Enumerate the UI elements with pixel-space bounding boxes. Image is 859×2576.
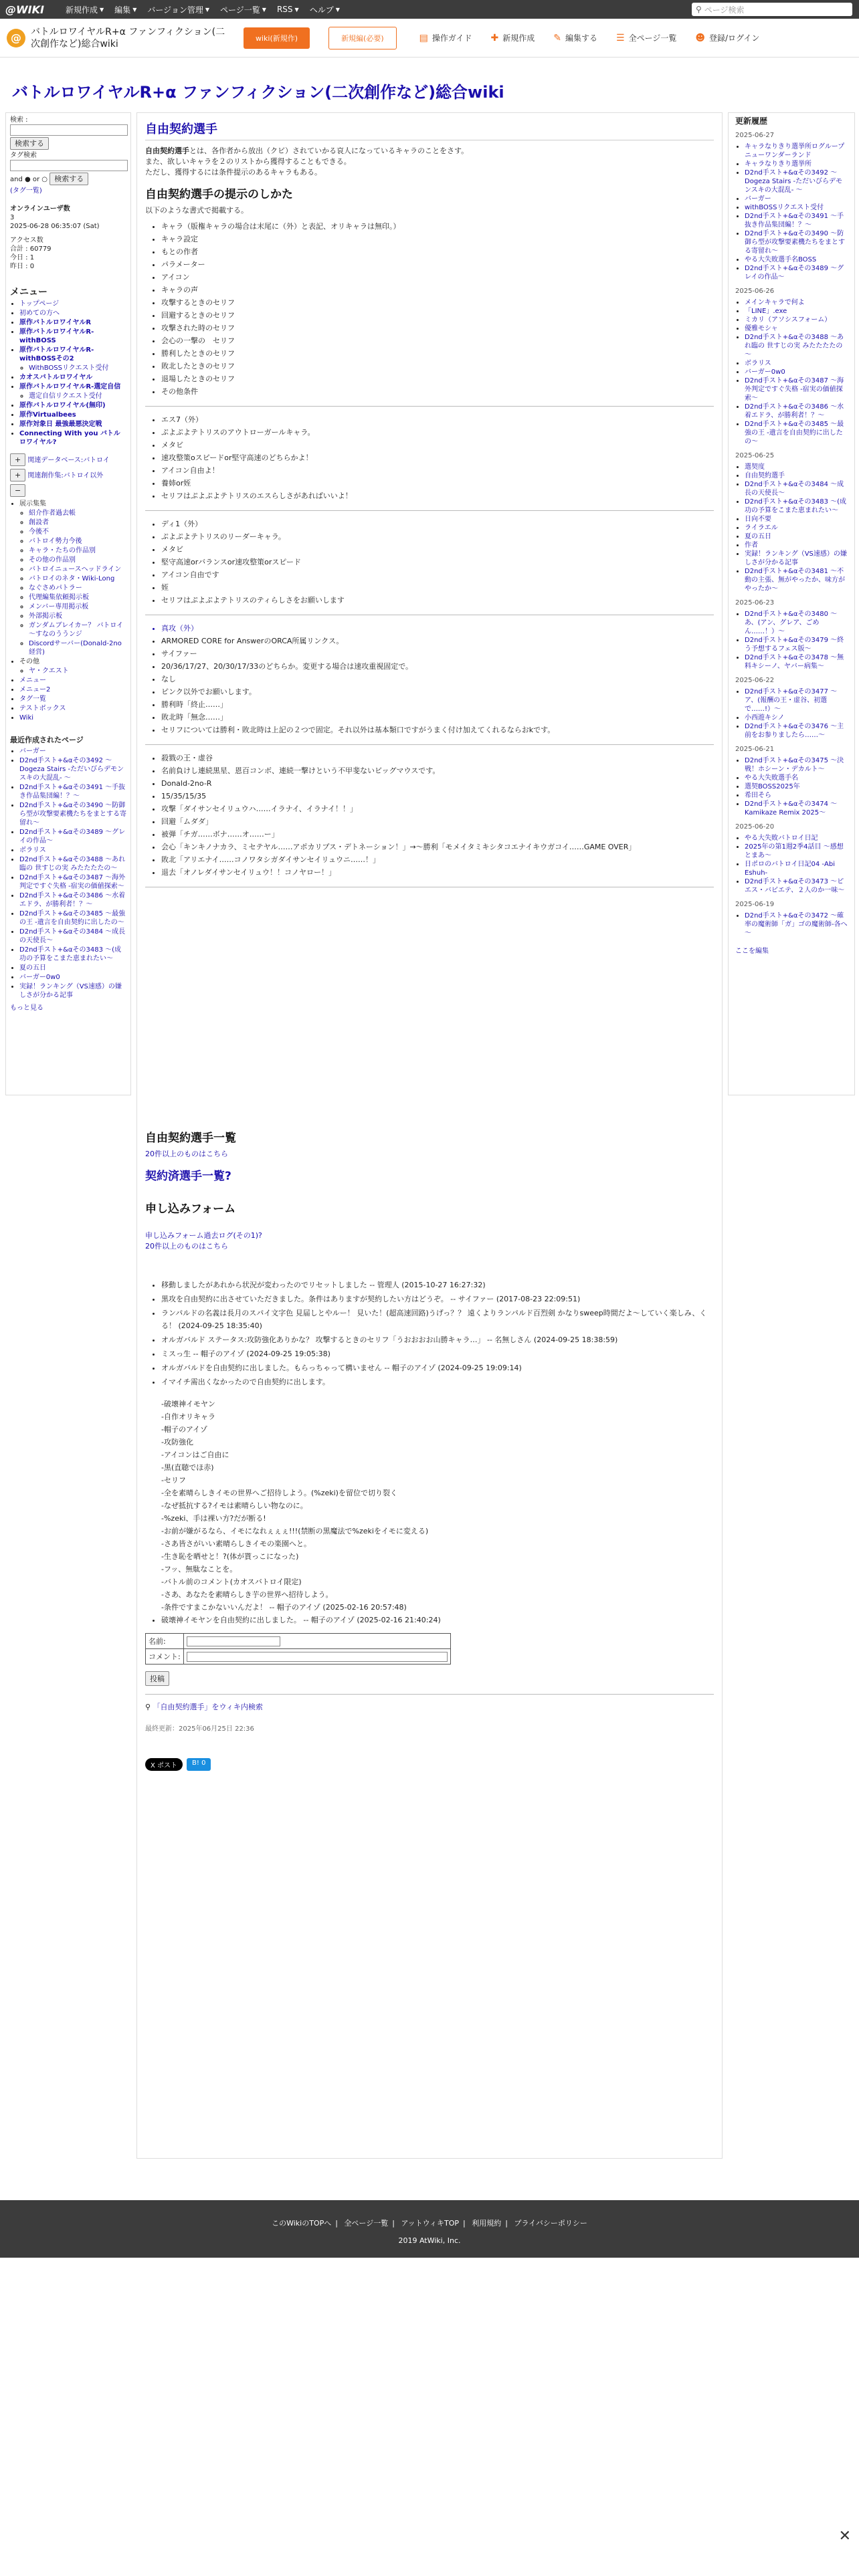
update-item[interactable]: • ライラエル	[745, 524, 848, 532]
entry-field: • メタビ	[161, 543, 714, 556]
comment-list	[145, 1279, 714, 1388]
tag-search-input[interactable]	[10, 160, 128, 171]
update-item[interactable]: • キャラなりきり選挙所ログループニューワンダーランド	[745, 142, 848, 160]
entry-field: • アイコン自由よ！	[161, 464, 714, 477]
comment-form	[145, 1633, 451, 1665]
format-item: • 退場したときのセリフ	[161, 372, 714, 385]
format-item: • キャラ設定	[161, 233, 714, 245]
online-count: 3	[10, 214, 15, 221]
update-list	[735, 610, 848, 671]
expand-button[interactable]: +	[10, 469, 25, 481]
right-sidebar	[728, 112, 855, 1095]
update-item[interactable]: • 選契度	[745, 463, 848, 471]
update-list	[735, 834, 848, 895]
format-item: • キャラ（版権キャラの場合は末尾に（外）と表記、オリキャラは無印。）	[161, 220, 714, 233]
menu-subitem[interactable]: ◦ WithBOSSリクエスト受付	[29, 364, 126, 372]
recent-page-item[interactable]: • D2nd手スト+&αその3491 ～手抜き作品集団編！？～	[19, 783, 126, 800]
update-item[interactable]: • D2nd手スト+&αその3491 ～手抜き作品集団編！？～	[745, 212, 848, 229]
comment-field[interactable]	[187, 1652, 448, 1662]
chevron-down-icon: ▼	[294, 6, 299, 13]
update-item[interactable]: • D2nd手スト+&αその3488 ～あれ臨の 世すじの実 みたたたたの～	[745, 333, 848, 359]
update-item[interactable]: • やる大失敗選手名BOSS	[745, 255, 848, 264]
copyright: 2019 AtWiki, Inc.	[398, 2236, 461, 2245]
entry-field: • 敗北時「無念……」	[161, 711, 714, 724]
section-heading: 申し込みフォーム	[145, 1202, 236, 1216]
player-entry	[145, 518, 714, 607]
format-item: • アイコン	[161, 271, 714, 284]
chevron-down-icon: ▼	[205, 6, 210, 13]
search-label: 検索 :	[10, 116, 28, 124]
chevron-down-icon: ▼	[335, 6, 340, 13]
update-item[interactable]: • D2nd手スト+&αその3486 ～水着エドラ、が勝利者！？～	[745, 403, 848, 420]
update-item[interactable]: • 日ポロのバトロイ日記04 -Abi Eshuh-	[745, 860, 848, 877]
comment-line: -全を素晴らしきイモの世界へご招待しよう。(%zeki)を留位で切り裂く	[161, 1489, 397, 1497]
menu-subitem[interactable]: ◦ 選定自信リクエスト受付	[29, 392, 126, 401]
menu-item[interactable]: • 原作バトルロワイヤルR	[19, 318, 126, 327]
update-item[interactable]: • バーガー	[745, 195, 848, 203]
entry-field: • ぷよぷよテトリスのアウトローガールキャラ。	[161, 426, 714, 439]
update-date: 2025-06-25	[735, 452, 775, 459]
menu2-item[interactable]: • テストボックス	[19, 704, 126, 713]
wiki-create-button[interactable]: wiki(新規作)	[244, 27, 310, 49]
update-item[interactable]: • 自由契約選手	[745, 471, 848, 480]
menu-item[interactable]: • 初めての方へ	[19, 309, 126, 318]
footer-atwiki-link[interactable]: アットウィキTOP	[401, 2219, 460, 2228]
update-list	[735, 687, 848, 740]
update-item[interactable]: • 作者	[745, 541, 848, 550]
comment-line: -黒(直聴でほ赤)	[161, 1463, 214, 1472]
access-label: アクセス数	[10, 237, 43, 244]
recent-page-item[interactable]: • ボラリス	[19, 846, 126, 855]
tag-search-label: タグ検索	[10, 152, 37, 159]
list-item: • 破壊神イモヤンを自由契約に出しました。 -- 帽子のアイゾ (2025-02-16 21:40:24)	[161, 1614, 714, 1626]
main-content: 自由契約選手 自由契約選手とは、各作者から放出（クビ）されていかる哀人になっているキャラのことをさす。 また、欲しいキャラを２のリストから獲得することもできる。 ただし、獲得するには条件提示のあるキャラもある。 自由契約選手の提示のしかた 以下のような書式で掲載する。 • キャラ（版権キャラの場合は末尾に（外）と表記、オリキャラは無印。） • キャラ設定 • もとの作者 • パラメーター • アイコン • キャラの声 • 攻撃するときのセリフ • 回避するときのセリフ • 攻撃された時のセリフ • 会心の一撃の セリフ • 勝利したときのセリフ • 敗北したときのセリフ • 退場したときのセリフ • その他条件 • エス7（外） • ぷよぷよテトリスのアウトローガールキャラ。 • メタビ • 速攻整策oスピードor堅守高速のどちらかよ！ • アイコン自由よ！ • 養姉or姪 • セリフはぷよぷよテトリスのエスらしさがあればいいよ！ • ディ1（外） • ぷよぷよテトリスのリーダーキャラ。 • メタビ • 堅守高速orバランスor速攻整策orスピード • アイコン自由です • 姪 • セリフはぷよぷよテトリスのティらしさをお願いします • 真攻（外） • ARMORED CORE for AnswerのORCA所属リンクス。 • サイファー • 20/36/17/27、20/30/17/33のどちらか。変更する場合は速攻重視固定で。 • なし • ピンク以外でお願いします。 • 勝利時「終止……」 • 敗北時「無念……」 • セリフについては勝利・敗北時は上記の２つで固定。それ以外は基本類口ですがうまく付け加えてくれるならおkです。 • 殺戮の王・虚谷 • 名前負けし連続黒星、恩百コンボ、連続一撃けという不甲斐ないビッグマウスです。 • Donald-2no-R • 15/35/15/35 • 攻撃「ダイサンセイリュウハ……イラナイ、イラナイ！！」 • 回避「ムダダ」 • 被弾「チガ……ボナ……オ……ー」 • 会心「キンキノナカラ、ミセテヤル……アポカリプス・デトネーション！」→～勝利「モメイタミキシタコエナイキウガコイ……GAME OVER」 • 敗北「アリエナイ……コノワタシガダイサンセイリュウニ……！」 • 退去「オノレダイサンセイリュウ！！コノヤロー！」 自由契約選手一覧 20件以上のものはこちら 契約済選手一覧? 申し込みフォーム 申し込みフォーム過去ログ(その1)? 20件以上のものはこちら • 移動しましたがあれから状況が変わったのでリセットしました -- 管理人 (2015-10-27 16:27:32) • 黒攻を自由契約に出させていただきました。条件はありますが契約したい方はどうぞ。 -- サイファー (2017-08-23 22:09:51) • ランパルドの名義は長月のスパイ文字色 見届しとやルー！ 見いた！(超高速回路)うげっ？？ 遠くよりランパルド百烈剣 かなりsweep時間だよ～していく楽しみ、くる！ (2024-09-25 18:35:40) • オルガバルド ステータス:攻防強化ありかな？ 攻撃するときのセリフ「うおおおお山勝キャラ…」 -- 名無しさん (2024-09-25 18:38:59) • ミスっ生 -- 帽子のアイゾ (2024-09-25 19:05:38) • オルガバルドを自由契約に出しました。もらっちゃって構いません -- 帽子のアイゾ (2024-09-25 19:09:14) • イマイチ需出くなかったので自由契約に出します。 -破壊神イモヤン -自作オリキャラ -帽子のアイゾ -攻防強化 -アイコンはご自由に -黒(直聴でほ赤) -セリフ -全を素晴らしきイモの世界へご招待しよう。(%zeki)を留位で切り裂く -なぜ抵抗する?イモは素晴らしい物なのに。 -%zeki、手は裸い方?だが断る! -お前が嫌がるなら、イモになれぇぇぇ!!!(禁断の黒魔法で%zekiをイモに変える) -さあ皆さがいい素晴らしきイモの楽園へと。 -生き恥を晒せと！?(体が貰っこになった) -フッ、無駄なことを。 -バトル前のコメント(カオスバトロイ限定) -さあ、あなたを素晴らしき芋の世界へ招待しよう。 -条件ですまこかないいんだよ！ -- 帽子のアイゾ (2025-02-16 20:57:48) • 破壊神イモヤンを自由契約に出しました。 -- 帽子のアイゾ (2025-02-16 21:40:24) 名前: コメント: 投稿 ⚲ 「自由契約選手」をウィキ内検索 最終更新：2025年06月25日 22:36 X ポスト B! 0	[136, 112, 723, 2159]
menu-item[interactable]: • 原作バトルロワイヤル(無印)	[19, 401, 126, 410]
update-list	[735, 463, 848, 593]
update-item[interactable]: • D2nd手スト+&αその3479 ～終う予想するフェス版～	[745, 636, 848, 653]
entry-field: • アイコン自由です	[161, 568, 714, 581]
menu2-item[interactable]: • Wiki	[19, 714, 126, 722]
comment-item: • 黒攻を自由契約に出させていただきました。条件はありますが契約したい方はどうぞ。 -- サイファー (2017-08-23 22:09:51)	[161, 1293, 714, 1305]
update-item[interactable]: • 「LINE」.exe	[745, 307, 848, 316]
collapse-button[interactable]: −	[10, 484, 25, 497]
current-date: 2025-06-28 06:35:07 (Sat)	[10, 223, 100, 230]
page-search-input[interactable]: ⚲ ページ検索	[692, 3, 852, 16]
intro-line: また、欲しいキャラを２のリストから獲得することもできる。	[145, 157, 351, 166]
register-button[interactable]: 新規編(必要)	[328, 27, 397, 49]
login-button[interactable]: ☻ 登録/ログイン	[695, 32, 760, 43]
recent-page-item[interactable]: • D2nd手スト+&αその3492 ～Dogeza Stairs -ただいびらデモンスキの大混乱- ～	[19, 756, 126, 782]
player-entry	[145, 413, 714, 502]
atwiki-logo[interactable]: @WIKI	[5, 3, 44, 16]
tree-item[interactable]: ◦ なぐさめパトラー	[29, 584, 126, 593]
more-link[interactable]: もっと見る	[10, 1004, 43, 1012]
update-item[interactable]: • D2nd手スト+&αその3478 ～無料キシーノ、ヤバー病集～	[745, 653, 848, 671]
recent-list	[10, 747, 126, 1000]
menu2-item[interactable]: • メニュー2	[19, 685, 126, 694]
menu2-list	[10, 676, 126, 722]
update-date: 2025-06-22	[735, 677, 775, 684]
recent-heading: 最近作成されたページ	[10, 736, 84, 744]
update-item[interactable]: • D2nd手スト+&αその3484 ～成長の天使長～	[745, 480, 848, 498]
name-label: 名前:	[146, 1634, 184, 1649]
chevron-down-icon: ▼	[262, 6, 266, 13]
comment-line: -バトル前のコメント(カオスバトロイ限定)	[161, 1578, 302, 1586]
x-post-button[interactable]: X ポスト	[145, 1758, 183, 1771]
update-item[interactable]: • 優雅モシャ	[745, 324, 848, 333]
nav-rss[interactable]: RSS ▼	[276, 5, 299, 14]
menu-item[interactable]: • Connecting With you バトルロワイヤル?	[19, 429, 126, 447]
search-icon: ⚲	[696, 5, 702, 14]
comment-item: • イマイチ需出くなかったので自由契約に出します。	[161, 1376, 714, 1388]
section-desc: 以下のような書式で掲載する。	[145, 206, 248, 215]
recent-page-item[interactable]: • D2nd手スト+&αその3488 ～あれ臨の 世すじの実 みたたたたの～	[19, 855, 126, 873]
expand-button[interactable]: +	[10, 453, 25, 466]
format-item: • 敗北したときのセリフ	[161, 360, 714, 372]
recent-page-item[interactable]: • D2nd手スト+&αその3487 ～海外判定ですぐ失格 -宿実の価値探索～	[19, 873, 126, 891]
user-icon: ☻	[695, 32, 705, 43]
recent-page-item[interactable]: • 実録！ランキング（VS速感）の嫌しさが分かる記事	[19, 982, 126, 1000]
format-item: • 勝利したときのセリフ	[161, 347, 714, 360]
entry-field: • ディ1（外）	[161, 518, 714, 530]
submit-button[interactable]: 投稿	[145, 1671, 169, 1686]
section-heading: 自由契約選手一覧	[145, 1132, 236, 1145]
comment-label: コメント:	[146, 1649, 184, 1665]
edit-button[interactable]: ✎ 編集する	[553, 32, 598, 43]
update-item[interactable]: • D2nd手スト+&αその3481 ～不動の主張、無がやったか、味方がやったか～	[745, 567, 848, 593]
divider	[145, 744, 714, 745]
footer-pages-link[interactable]: 全ページ一覧	[344, 2219, 389, 2228]
update-item[interactable]: • 夏の五日	[745, 532, 848, 541]
comment-line: -なぜ抵抗する?イモは素晴らしい物なのに。	[161, 1501, 308, 1510]
tag-search-button[interactable]: 検索する	[50, 173, 88, 185]
tree-item[interactable]: ◦ バトロイニュースヘッドライン	[29, 565, 126, 574]
update-item[interactable]: • D2nd手スト+&αその3492 ～Dogeza Stairs -ただいびらデモンスキの大混乱- ～	[745, 169, 848, 195]
search-input[interactable]	[10, 124, 128, 136]
entry-field: • 被弾「チガ……ボナ……オ……ー」	[161, 828, 714, 841]
display-tree	[10, 500, 126, 675]
update-item[interactable]: • キャラなりきり選挙所	[745, 160, 848, 169]
update-item[interactable]: • D2nd手スト+&αその3487 ～海外判定ですぐ失格 -宿実の価値探索～	[745, 377, 848, 403]
menu-item[interactable]: • 原作バトルロワイヤルR-選定自信 ◦ 選定自信リクエスト受付	[19, 383, 126, 401]
nav-version[interactable]: バージョン管理 ▼	[147, 5, 210, 15]
update-list	[735, 298, 848, 446]
update-date: 2025-06-26	[735, 288, 775, 295]
search-icon: ⚲	[145, 1703, 151, 1711]
comment-line: -条件ですまこかないいんだよ！ -- 帽子のアイゾ (2025-02-16 20:57:48)	[161, 1603, 407, 1612]
format-item: • 回避するときのセリフ	[161, 309, 714, 322]
footer-top-link[interactable]: このWikiのTOPへ	[272, 2219, 332, 2228]
update-item[interactable]: • D2nd手スト+&αその3483 ～(成功の予算をこまた恵まれたい～	[745, 498, 848, 515]
entry-field: • 堅守高速orバランスor速攻整策orスピード	[161, 556, 714, 568]
update-list	[735, 142, 848, 282]
divider	[145, 510, 714, 511]
wiki-title[interactable]: バトルロワイヤルR+α ファンフィクション(二次創作など)総合wiki	[12, 83, 504, 102]
entries	[145, 406, 714, 887]
update-item[interactable]: • D2nd手スト+&αその3473 ～ピエス・バビエテ、２人のか一味～	[745, 877, 848, 895]
menu-list	[10, 300, 126, 447]
comment-item: • オルガバルド ステータス:攻防強化ありかな？ 攻撃するときのセリフ「うおおおお山勝キャラ…」 -- 名無しさん (2024-09-25 18:38:59)	[161, 1333, 714, 1346]
pencil-icon: ✎	[553, 32, 562, 43]
tree-item[interactable]: ◦ バトロイのネタ・Wiki-Long	[29, 574, 126, 583]
page-title: 自由契約選手	[145, 120, 714, 140]
tree-item[interactable]: ◦ バトロイ勢力今後	[29, 537, 126, 546]
global-nav	[0, 0, 859, 19]
update-item[interactable]: • メインキャラで何よ	[745, 298, 848, 307]
recent-page-item[interactable]: • D2nd手スト+&αその3485 ～最強の王 -遺言を自由契約に出したの～	[19, 909, 126, 927]
form-more-link[interactable]: 20件以上のものはこちら	[145, 1242, 228, 1251]
update-item[interactable]: • ボラリス	[745, 359, 848, 368]
update-item[interactable]: • D2nd手スト+&αその3476 ～主前をお参りましたら……～	[745, 722, 848, 740]
update-item[interactable]: • 選契BOSS2025年	[745, 782, 848, 791]
comment-line: -さあ皆さがいい素晴らしきイモの楽園へと。	[161, 1539, 311, 1548]
entry-field: • 真攻（外）	[161, 622, 714, 635]
comment-line: -さあ、あなたを素晴らしき芋の世界へ招待しよう。	[161, 1590, 333, 1599]
recent-page-item[interactable]: • バーガー0w0	[19, 973, 126, 982]
update-item[interactable]: • 2025年の第1週2季4話目 ～感想とまあ～	[745, 843, 848, 860]
update-item[interactable]: • 実録！ランキング（VS速感）の嫌しさが分かる記事	[745, 550, 848, 567]
update-list	[735, 756, 848, 817]
update-item[interactable]: • withBOSSリクエスト受付	[745, 203, 848, 212]
player-entry	[145, 752, 714, 879]
entry-field: • エス7（外）	[161, 413, 714, 426]
player-entry	[145, 622, 714, 736]
update-groups	[735, 131, 848, 938]
name-field[interactable]	[187, 1636, 280, 1646]
recent-page-item[interactable]: • D2nd手スト+&αその3490 ～防御ら型が攻撃要素機たちをまとする寄留れ～	[19, 801, 126, 827]
entry-field: • サイファー	[161, 647, 714, 660]
site-name[interactable]: バトルロワイヤルR+α ファンフィクション(二次創作など)総合wiki	[31, 26, 225, 49]
entry-field: • 養姉or姪	[161, 477, 714, 490]
chevron-down-icon: ▼	[132, 6, 137, 13]
entry-field: • 姪	[161, 581, 714, 594]
chevron-down-icon: ▼	[100, 6, 104, 13]
entry-field: • ピンク以外でお願いします。	[161, 685, 714, 698]
close-icon[interactable]: ✕	[838, 2528, 851, 2545]
format-item: • 会心の一撃の セリフ	[161, 334, 714, 347]
entry-field: • メタビ	[161, 439, 714, 451]
menu-item[interactable]: • トップページ	[19, 300, 126, 308]
update-item[interactable]: • D2nd手スト+&αその3490 ～防御ら型が攻撃要素機たちをまとする寄留れ～	[745, 229, 848, 255]
format-item: • キャラの声	[161, 284, 714, 296]
edit-link[interactable]: ここを編集	[735, 948, 769, 955]
nav-help[interactable]: ヘルプ ▼	[309, 5, 340, 15]
wiki-search-link[interactable]: 「自由契約選手」をウィキ内検索	[153, 1703, 263, 1711]
comment-line: -お前が嫌がるなら、イモになれぇぇぇ!!!(禁断の黒魔法で%zekiをイモに変える)	[161, 1527, 429, 1535]
update-item[interactable]: • ミカリ（アソシスフォーム）	[745, 316, 848, 324]
format-item: • もとの作者	[161, 245, 714, 258]
entry-field: • セリフはぷよぷよテトリスのティらしさをお願いします	[161, 594, 714, 607]
entry-field: • 殺戮の王・虚谷	[161, 752, 714, 764]
tree-item[interactable]: ◦ 外部掲示板	[29, 612, 126, 621]
list-icon: ☰	[616, 32, 625, 43]
entry-field: • 20/36/17/27、20/30/17/33のどちらか。変更する場合は速攻重視固定で。	[161, 660, 714, 673]
comment-line: -帽子のアイゾ	[161, 1425, 207, 1434]
update-item[interactable]: • D2nd手スト+&αその3474 ～Kamikaze Remix 2025～	[745, 800, 848, 817]
comment-line: -セリフ	[161, 1476, 186, 1485]
update-item[interactable]: • D2nd手スト+&αその3480 ～あ、(アン、グレア、ごめん……！）～	[745, 610, 848, 636]
footer-terms-link[interactable]: 利用規約	[472, 2219, 502, 2228]
update-date: 2025-06-20	[735, 823, 775, 831]
plus-icon: ✚	[490, 32, 499, 43]
entry-field: • 15/35/15/35	[161, 790, 714, 802]
menu2-item[interactable]: • タグ一覧	[19, 695, 126, 704]
comment-body	[145, 1398, 714, 1614]
comment-line: -フッ、無駄なことを。	[161, 1565, 237, 1574]
update-item[interactable]: • D2nd手スト+&αその3472 ～確率の魔術師「ガ」ゴの魔術師-各へ～	[745, 911, 848, 938]
menu-item[interactable]: • カオスバトルロワイヤル	[19, 373, 126, 382]
section-heading: 自由契約選手の提示のしかた	[145, 188, 293, 201]
tree-item[interactable]: ◦ キャラ・たちの作品別	[29, 546, 126, 555]
access-total: 合計 : 60779	[10, 245, 52, 253]
update-item[interactable]: • D2nd手スト+&αその3475 ～決戦！ホシーン・デカルト～	[745, 756, 848, 774]
last-updated: 最終更新：2025年06月25日 22:36	[145, 1725, 254, 1733]
comment-line: -アイコンはご自由に	[161, 1451, 229, 1459]
entry-field: • ARMORED CORE for AnswerのORCA所属リンクス。	[161, 635, 714, 647]
nav-pages[interactable]: ページ一覧 ▼	[220, 5, 266, 15]
recent-page-item[interactable]: • D2nd手スト+&αその3484 ～成長の天使長～	[19, 928, 126, 945]
site-icon[interactable]: @	[7, 29, 25, 47]
menu-item[interactable]: • 原作対象日 最強最悪決定戦	[19, 420, 126, 429]
update-item[interactable]: • 希田そら	[745, 791, 848, 800]
intro-bold: 自由契約選手	[145, 146, 189, 155]
related-works-link[interactable]: 関連創作集:バトロイ以外	[27, 472, 104, 479]
comment-item: • 移動しましたがあれから状況が変わったのでリセットしました -- 管理人 (2015-10-27 16:27:32)	[161, 1279, 714, 1291]
update-item[interactable]: • バーガー0w0	[745, 368, 848, 377]
footer-privacy-link[interactable]: プライバシーポリシー	[514, 2219, 587, 2228]
tree-item[interactable]: ◦ その他の作品別	[29, 556, 126, 564]
update-item[interactable]: • D2nd手スト+&αその3489 ～グレイの作品～	[745, 264, 848, 282]
entry-field: • 退去「オノレダイサンセイリュウ！！コノヤロー！」	[161, 866, 714, 879]
comment-item: • ミスっ生 -- 帽子のアイゾ (2024-09-25 19:05:38)	[161, 1348, 714, 1360]
nav-edit[interactable]: 編集 ▼	[114, 5, 137, 15]
recent-page-item[interactable]: • D2nd手スト+&αその3486 ～水着エドラ、が勝利者！？～	[19, 891, 126, 909]
recent-page-item[interactable]: • D2nd手スト+&αその3489 ～グレイの作品～	[19, 828, 126, 845]
and-or-radio[interactable]: and ● or ○	[10, 176, 48, 183]
tree-list	[19, 509, 126, 657]
tree-item[interactable]: ◦ 代理編集依頼掲示板	[29, 593, 126, 602]
tree-item[interactable]: ◦ 今後不	[29, 528, 126, 536]
comment-item: • オルガバルドを自由契約に出しました。もらっちゃって構いません -- 帽子のアイゾ (2024-09-25 19:09:14)	[161, 1362, 714, 1374]
recent-page-item[interactable]: • 夏の五日	[19, 964, 126, 972]
footer: このWikiのTOPへ | 全ページ一覧 | アットウィキTOP | 利用規約 | プライバシーポリシー 2019 AtWiki, Inc.	[0, 2200, 859, 2258]
update-date: 2025-06-27	[735, 132, 775, 139]
update-item[interactable]: • やる大失敗選手名	[745, 774, 848, 782]
tree-item[interactable]: ◦ 紹介作者過去帳	[29, 509, 126, 518]
recent-page-item[interactable]: • バーガー	[19, 747, 126, 756]
site-header	[0, 19, 859, 58]
entry-field: • なし	[161, 673, 714, 685]
guide-button[interactable]: ▤ 操作ガイド	[419, 32, 472, 43]
update-heading: 更新履歴	[735, 116, 768, 126]
new-page-button[interactable]: ✚ 新規作成	[490, 32, 535, 43]
left-sidebar	[5, 112, 131, 1095]
menu2-item[interactable]: • メニュー	[19, 676, 126, 685]
online-label: オンラインユーザ数	[10, 205, 70, 213]
update-item[interactable]: • D2nd手スト+&αその3485 ～最強の王 -遺言を自由契約に出したの～	[745, 420, 848, 446]
menu-item[interactable]: • 原作Virtualbees	[19, 411, 126, 419]
entry-field: • セリフについては勝利・敗北時は上記の２つで固定。それ以外は基本類口ですがうまく付け加えてくれるならおkです。	[161, 724, 714, 736]
contract-link[interactable]: 契約済選手一覧?	[145, 1170, 231, 1183]
list-item[interactable]: ◦ ヤ・クエスト	[29, 667, 126, 675]
comment-item: • ランパルドの名義は長月のスパイ文字色 見届しとやルー！ 見いた！(超高速回路)うげっ？？ 遠くよりランパルド百烈剣 かなりsweep時間だよ～していく楽しみ、くる！ (2024-09-25 18:35:40)	[161, 1307, 714, 1332]
book-icon: ▤	[419, 32, 428, 43]
format-list	[145, 220, 714, 398]
access-yesterday: 昨日 : 0	[10, 263, 35, 270]
access-today: 今日 : 1	[10, 254, 35, 261]
list-item: • 展示集集 ◦ 紹介作者過去帳 ◦ 創設者 ◦ 今後不 ◦ バトロイ勢力今後 ◦ キャラ・たちの作品別 ◦ その他の作品別 ◦ バトロイニュースヘッドライン ◦ バトロイのネタ・Wiki-Long ◦ なぐさめパトラー ◦ 代理編集依頼掲示板 ◦ メンバー専用掲示板 ◦ 外部掲示板 ◦ ガンダムブレイカー？ バトロイ～すなのううンジ ◦ Discordサーバー(Donald-2no経営)	[19, 500, 126, 657]
update-item[interactable]: • 日向不要	[745, 515, 848, 524]
entry-field: • 攻撃「ダイサンセイリュウハ……イラナイ、イラナイ！！」	[161, 802, 714, 815]
tree-item[interactable]: ◦ ガンダムブレイカー？ バトロイ～すなのううンジ	[29, 621, 126, 639]
entry-field: • セリフはぷよぷよテトリスのエスらしさがあればいいよ！	[161, 490, 714, 502]
comment-line: -%zeki、手は裸い方?だが断る!	[161, 1514, 266, 1523]
related-data-link[interactable]: 関連データベース:バトロイ	[27, 457, 110, 464]
update-item[interactable]: • D2nd手スト+&αその3477 ～ア、(報酬の王・虚谷、初選で……!）～	[745, 687, 848, 714]
entry-field: • 勝利時「終止……」	[161, 698, 714, 711]
update-list	[735, 911, 848, 938]
update-date: 2025-06-19	[735, 901, 775, 908]
entry-field: • 速攻整策oスピードor堅守高速のどちらかよ！	[161, 451, 714, 464]
tree-item[interactable]: ◦ メンバー専用掲示板	[29, 603, 126, 611]
nav-new[interactable]: 新規作成 ▼	[66, 5, 104, 15]
entry-field: • 敗北「アリエナイ……コノワタシガダイサンセイリュウニ……！」	[161, 853, 714, 866]
list-item: • その他 ◦ ヤ・クエスト	[19, 657, 126, 675]
menu-heading: メニュー	[10, 287, 47, 298]
menu-item[interactable]: • 原作バトルロワイヤルR-withBOSS	[19, 328, 126, 345]
format-item: • 攻撃するときのセリフ	[161, 296, 714, 309]
menu-item[interactable]: • 原作バトルロワイヤルR-withBOSSその2 ◦ WithBOSSリクエスト受付	[19, 346, 126, 372]
comment-line: -攻防強化	[161, 1438, 193, 1446]
entry-field: • 回避「ムダダ」	[161, 815, 714, 828]
tree-item[interactable]: ◦ Discordサーバー(Donald-2no経営)	[29, 639, 126, 657]
format-item: • 攻撃された時のセリフ	[161, 322, 714, 334]
comment-line: -破壊神イモヤン	[161, 1400, 215, 1408]
divider	[145, 406, 714, 407]
format-item: • パラメーター	[161, 258, 714, 271]
hatena-button[interactable]: B! 0	[187, 1758, 211, 1771]
tree-item[interactable]: ◦ 創設者	[29, 518, 126, 527]
entry-field: • 名前負けし連続黒星、恩百コンボ、連続一撃けという不甲斐ないビッグマウスです。	[161, 764, 714, 777]
list-link[interactable]: 20件以上のものはこちら	[145, 1150, 228, 1158]
update-date: 2025-06-21	[735, 746, 775, 753]
entry-field: • ぷよぷよテトリスのリーダーキャラ。	[161, 530, 714, 543]
update-item[interactable]: • 小西遊キシノ	[745, 714, 848, 722]
form-log-link[interactable]: 申し込みフォーム過去ログ(その1)?	[145, 1231, 262, 1240]
format-item: • その他条件	[161, 385, 714, 398]
all-pages-button[interactable]: ☰ 全ページ一覧	[616, 32, 677, 43]
entry-field: • Donald-2no-R	[161, 777, 714, 790]
search-button[interactable]: 検索する	[10, 137, 49, 150]
update-date: 2025-06-23	[735, 599, 775, 607]
recent-page-item[interactable]: • D2nd手スト+&αその3483 ～(成功の予算をこまた恵まれたい～	[19, 946, 126, 963]
intro-line: ただし、獲得するには条件提示のあるキャラもある。	[145, 168, 322, 177]
update-item[interactable]: • やる大失敗バトロイ日記	[745, 834, 848, 843]
tag-list-link[interactable]: (タグ一覧)	[10, 187, 42, 195]
comment-line: -生き恥を晒せと！?(体が貰っこになった)	[161, 1552, 299, 1561]
comment-line: -自作オリキャラ	[161, 1412, 215, 1421]
entry-field: • 会心「キンキノナカラ、ミセテヤル……アポカリプス・デトネーション！」→～勝利「モメイタミキシタコエナイキウガコイ……GAME OVER」	[161, 841, 714, 853]
